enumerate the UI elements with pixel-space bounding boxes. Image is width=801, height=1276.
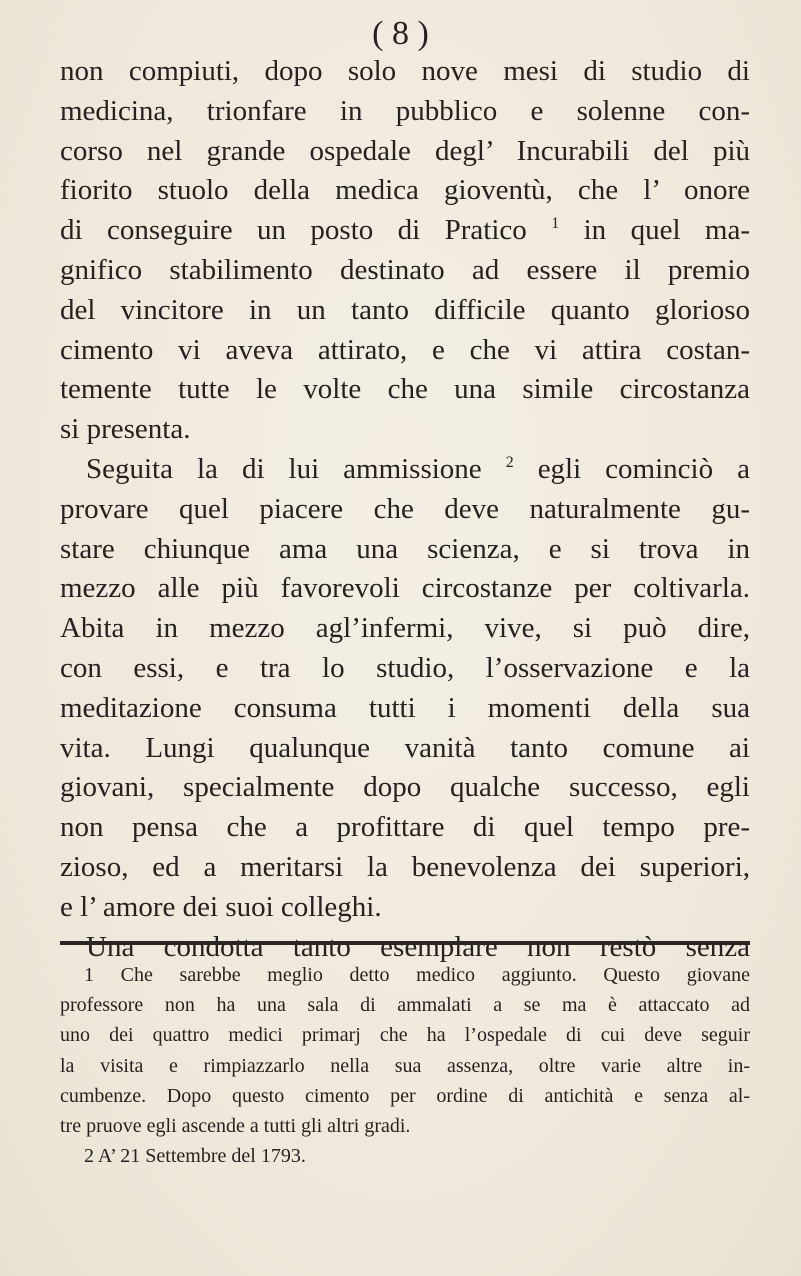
footnote-line: cumbenze. Dopo questo cimento per ordine di antichità e senza al-	[60, 1084, 750, 1107]
text-line	[60, 450, 750, 490]
text-line: Abita in mezzo agl’infermi, vive, si può dire,	[60, 612, 750, 645]
text-line: gnifico stabilimento destinato ad essere il premio	[60, 253, 750, 286]
text-line: zioso, ed a meritarsi la benevolenza dei superiori,	[60, 850, 750, 883]
text-line: e l’ amore dei suoi colleghi.	[60, 890, 382, 923]
main-text	[60, 52, 750, 967]
text-line: mezzo alle più favorevoli circostanze per coltivarla.	[60, 572, 750, 605]
footnote-line: la visita e rimpiazzarlo nella sua assenza, oltre varie altre in-	[60, 1054, 750, 1077]
text-line: corso nel grande ospedale degl’ Incurabili del più	[60, 134, 750, 167]
text-line: vita. Lungi qualunque vanità tanto comune ai	[60, 731, 750, 764]
text-segment: Seguita la di lui ammissione	[86, 452, 482, 485]
footnote-ref: 2	[505, 453, 514, 471]
text-line: cimento vi aveva attirato, e che vi attira costan-	[60, 333, 750, 366]
text-line: provare quel piacere che deve naturalmente gu-	[60, 492, 750, 525]
text-line	[60, 211, 750, 251]
text-line: non compiuti, dopo solo nove mesi di studio di	[60, 55, 750, 87]
footnote-divider	[60, 941, 750, 945]
text-line: stare chiunque ama una scienza, e si trova in	[60, 532, 750, 565]
text-segment: di conseguire un posto di Pratico	[60, 214, 527, 247]
footnote-ref: 1	[551, 215, 560, 233]
footnote-line: tre pruove egli ascende a tutti gli altri gradi.	[60, 1115, 411, 1138]
text-line: si presenta.	[60, 413, 191, 446]
text-line: medicina, trionfare in pubblico e solenne con-	[60, 94, 750, 127]
text-segment: egli cominciò a	[537, 452, 750, 485]
footnotes	[60, 960, 750, 1171]
text-line: Una condotta tanto esemplare non restò senza	[86, 930, 750, 963]
footnote-line: 1 Che sarebbe meglio detto medico aggiunto. Questo giovane	[84, 964, 750, 986]
footnote-line: 2 A’ 21 Settembre del 1793.	[84, 1145, 306, 1168]
footnote-line: uno dei quattro medici primarj che ha l’ospedale di cui deve seguir	[60, 1024, 750, 1047]
text-line: giovani, specialmente dopo qualche successo, egli	[60, 771, 750, 804]
text-line: del vincitore in un tanto difficile quanto glorioso	[60, 293, 750, 326]
text-segment: in quel ma-	[583, 214, 751, 247]
text-line: non pensa che a profittare di quel tempo pre-	[60, 811, 750, 844]
footnote-line: professore non ha una sala di ammalati a se ma è attaccato ad	[60, 994, 750, 1017]
text-line: meditazione consuma tutti i momenti della sua	[60, 691, 750, 724]
text-line: fiorito stuolo della medica gioventù, che l’ onore	[60, 174, 750, 207]
text-line: temente tutte le volte che una simile circostanza	[60, 373, 750, 406]
page-number: ( 8 )	[372, 15, 429, 52]
text-line: con essi, e tra lo studio, l’osservazione e la	[60, 651, 750, 684]
